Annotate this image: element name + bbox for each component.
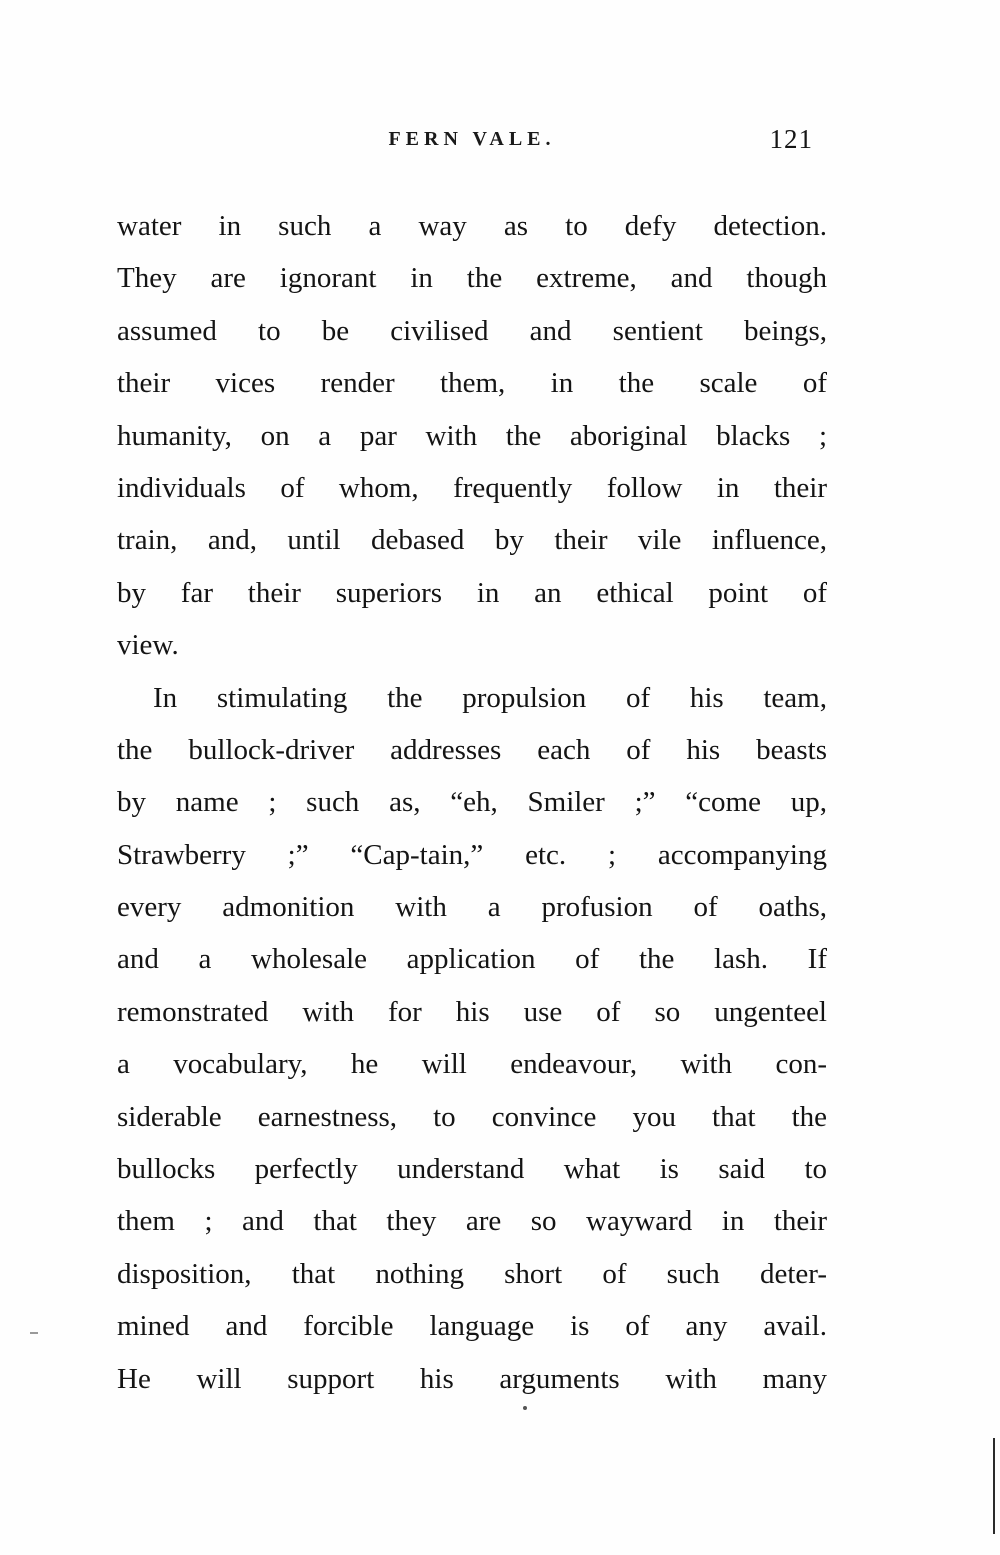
text-line: and a wholesale application of the lash. If [117, 943, 827, 976]
text-line: siderable earnestness, to convince you that the [117, 1100, 827, 1133]
text-line: view. [117, 629, 179, 662]
text-line: mined and forcible language is of any avail. [117, 1310, 827, 1343]
text-line: humanity, on a par with the aboriginal blacks ; [117, 419, 827, 452]
text-line: train, and, until debased by their vile influence, [117, 524, 827, 557]
paragraph [117, 200, 827, 672]
text-line: their vices render them, in the scale of [117, 367, 827, 400]
text-line: They are ignorant in the extreme, and though [117, 262, 827, 295]
scan-artifact-dot [523, 1406, 527, 1410]
text-line: by name ; such as, “eh, Smiler ;” “come up, [117, 786, 827, 819]
page-number: 121 [769, 124, 813, 154]
text-line: the bullock-driver addresses each of his beasts [117, 733, 827, 766]
text-block [117, 200, 827, 1405]
text-line: disposition, that nothing short of such deter- [117, 1257, 827, 1290]
text-line: assumed to be civilised and sentient beings, [117, 314, 827, 347]
text-line: by far their superiors in an ethical point of [117, 576, 827, 609]
text-line: a vocabulary, he will endeavour, with con- [117, 1048, 827, 1081]
text-line: every admonition with a profusion of oaths, [117, 891, 827, 924]
text-line: them ; and that they are so wayward in their [117, 1205, 827, 1238]
text-line: bullocks perfectly understand what is said to [117, 1153, 827, 1186]
paragraph [117, 672, 827, 1405]
text-line: remonstrated with for his use of so ungenteel [117, 995, 827, 1028]
text-line: In stimulating the propulsion of his team, [153, 681, 827, 714]
text-line: individuals of whom, frequently follow in their [117, 471, 827, 504]
scan-artifact-dash [30, 1332, 38, 1334]
text-line: water in such a way as to defy detection. [117, 210, 827, 242]
scan-artifact-page-edge [993, 1438, 995, 1534]
running-header [117, 124, 827, 160]
text-line: He will support his arguments with many [117, 1362, 827, 1395]
text-line: Strawberry ;” “Cap-tain,” etc. ; accompanying [117, 838, 827, 871]
page-title: FERN VALE. [388, 128, 556, 150]
